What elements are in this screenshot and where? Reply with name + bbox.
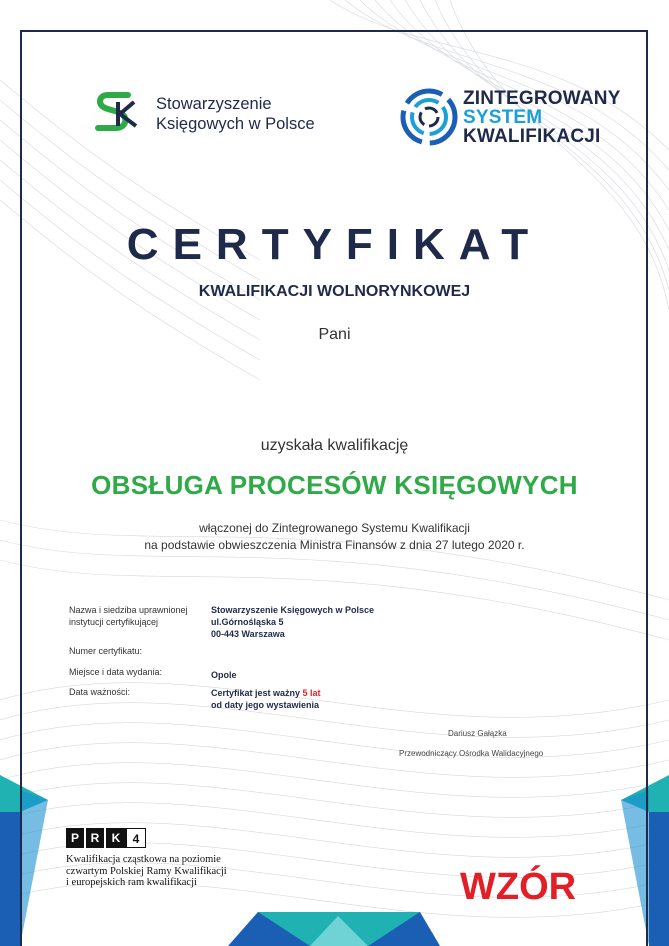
ski-logo-text xyxy=(156,94,315,134)
signature-name: Dariusz Gałązka xyxy=(448,729,507,738)
institution-label-line1: Nazwa i siedziba uprawnionej xyxy=(69,605,188,615)
institution-city: 00-443 Warszawa xyxy=(211,629,285,639)
prk-line2: czwartym Polskiej Ramy Kwalifikacji xyxy=(66,865,227,877)
prk-letter-p: P xyxy=(66,828,86,848)
ski-logo-line1: Stowarzyszenie xyxy=(156,95,272,113)
prk-line3: i europejskich ram kwalifikacji xyxy=(66,877,197,888)
zsk-logo-line2: SYSTEM xyxy=(463,107,543,128)
qualification-name: OBSŁUGA PROCESÓW KSIĘGOWYCH xyxy=(91,470,578,500)
prk-letter-k: K xyxy=(106,828,126,848)
institution-label xyxy=(69,604,188,628)
institution-label-line2: instytucji certyfikującej xyxy=(69,617,159,627)
prk-badge xyxy=(66,828,146,848)
prk-description xyxy=(66,854,227,889)
signature-role: Przewodniczący Ośrodka Walidacyjnego xyxy=(399,749,544,758)
institution-name: Stowarzyszenie Księgowych w Polsce xyxy=(211,605,375,615)
included-line-1: włączonej do Zintegrowanego Systemu Kwalifikacji xyxy=(199,521,470,535)
certificate-title: CERTYFIKAT xyxy=(126,220,543,269)
validity-years: 5 lat xyxy=(302,688,321,698)
place-label: Miejsce i data wydania: xyxy=(69,667,163,677)
included-line-2: na podstawie obwieszczenia Ministra Finansów z dnia 27 lutego 2020 r. xyxy=(144,538,525,552)
validity-label: Data ważności: xyxy=(69,687,131,697)
validity-value xyxy=(211,687,321,711)
zsk-logo-line1: ZINTEGROWANY xyxy=(463,88,621,109)
ski-logo-icon xyxy=(94,90,150,136)
certificate-subtitle: KWALIFIKACJI WOLNORYNKOWEJ xyxy=(198,283,471,300)
recipient-prefix: Pani xyxy=(318,326,351,343)
zsk-logo-text xyxy=(463,89,621,146)
sample-watermark: WZÓR xyxy=(460,866,577,908)
prk-line1: Kwalifikacja cząstkowa na poziomie xyxy=(66,854,221,865)
ski-logo-line2: Księgowych w Polsce xyxy=(156,115,315,133)
prk-letter-r: R xyxy=(86,828,106,848)
validity-suffix: od daty jego wystawienia xyxy=(211,700,320,710)
obtained-text: uzyskała kwalifikację xyxy=(260,437,409,454)
prk-level: 4 xyxy=(126,828,146,848)
place-value: Opole xyxy=(211,670,237,680)
institution-street: ul.Górnośląska 5 xyxy=(211,617,284,627)
number-label: Numer certyfikatu: xyxy=(69,646,143,656)
validity-prefix: Certyfikat jest ważny xyxy=(211,688,303,698)
zsk-logo-line3: KWALIFIKACJI xyxy=(463,126,601,147)
zsk-logo-icon xyxy=(399,86,459,148)
institution-value xyxy=(211,604,374,640)
